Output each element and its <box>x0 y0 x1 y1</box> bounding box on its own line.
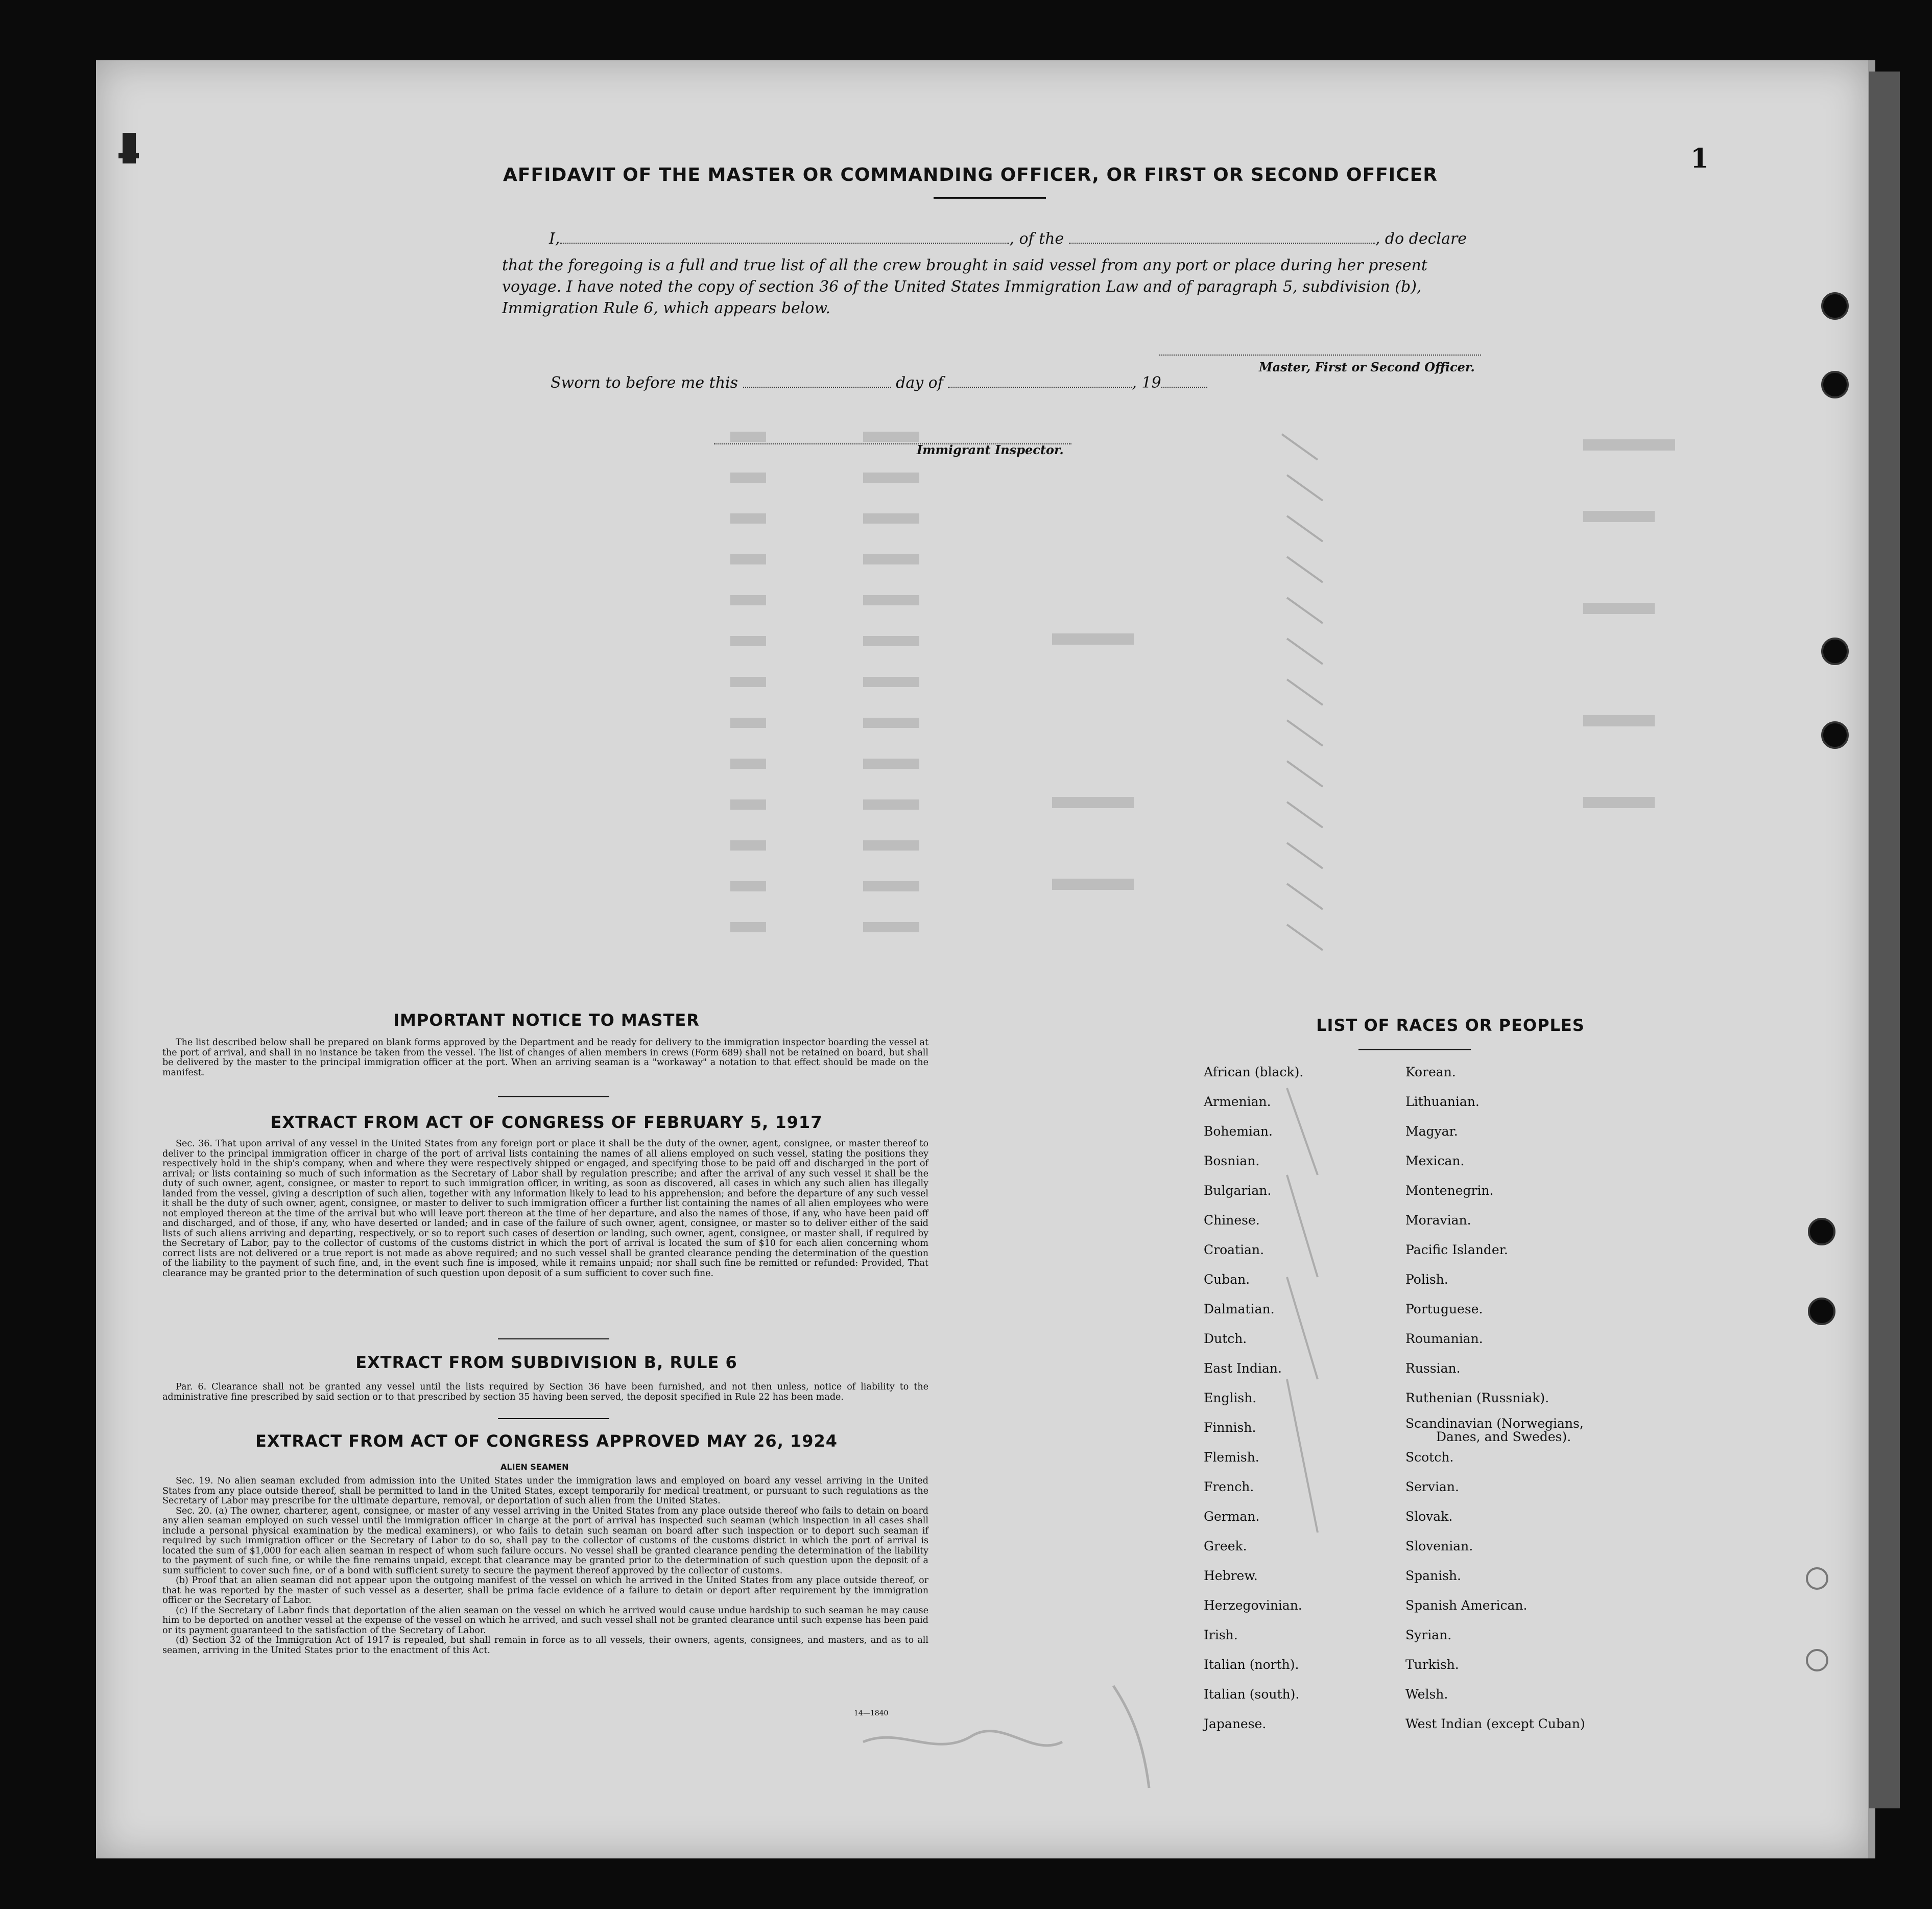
divider <box>498 1418 609 1419</box>
race-item: Russian. <box>1405 1361 1461 1376</box>
form-number: 14—1840 <box>854 1709 889 1717</box>
race-item: Servian. <box>1405 1479 1459 1494</box>
race-item: Cuban. <box>1204 1272 1250 1287</box>
race-item: Magyar. <box>1405 1124 1458 1139</box>
notice-text: The list described below shall be prepared on blank forms approved by the Department and be ready for delivery to the immigration inspector boarding the vessel at the port of arrival, and shall in no instance be taken from the vessel. The list of changes of alien members in crews (Form 689) shall not be retained on board, but shall be delivered by the master to the principal immigration officer at the port. When an arriving seaman is a "workaway" a notation to that effect should be made on the manifest. <box>162 1038 928 1078</box>
race-item: Hebrew. <box>1204 1568 1258 1583</box>
notice-title: IMPORTANT NOTICE TO MASTER <box>393 1010 700 1030</box>
page-edge-strip <box>1869 72 1900 1808</box>
race-item: Polish. <box>1405 1272 1448 1287</box>
race-item: Mexican. <box>1405 1153 1465 1168</box>
punch-hole <box>1808 1298 1835 1325</box>
extract-1917-title: EXTRACT FROM ACT OF CONGRESS OF FEBRUARY 5, 1917 <box>270 1113 823 1132</box>
race-item: Roumanian. <box>1405 1331 1483 1346</box>
races-title: LIST OF RACES OR PEOPLES <box>1316 1016 1585 1035</box>
punch-hole <box>1806 1649 1828 1671</box>
race-item: Dutch. <box>1204 1331 1247 1346</box>
race-item: German. <box>1204 1509 1260 1524</box>
race-item: Lithuanian. <box>1405 1094 1480 1109</box>
race-item: English. <box>1204 1390 1257 1405</box>
race-item: Moravian. <box>1405 1213 1471 1228</box>
punch-hole <box>1806 1567 1828 1590</box>
affidavit-title: AFFIDAVIT OF THE MASTER OR COMMANDING OFFICER, OR FIRST OR SECOND OFFICER <box>503 164 1438 185</box>
corner-mark: 1 <box>1690 143 1709 174</box>
punch-hole <box>1821 371 1849 398</box>
divider <box>498 1338 609 1339</box>
extract-1917-text: Sec. 36. That upon arrival of any vessel in the United States from any foreign port or place it shall be the duty of the owner, agent, consignee, or master thereof to deliver to the principal immigration officer in charge of the port of arrival lists containing the names of all aliens employed on such vessel, stating the positions they respectively hold in the ship's company, when and where they were respectively shipped or engaged, and specifying those to be paid off and discharged in the port of arrival; or lists containing so much of such information as the Secretary of Labor shall by regulation prescribe; and after the arrival of any such vessel it shall be the duty of such owner, agent, consignee, or master to report to such immigration officer, in writing, as soon as discovered, all cases in which any such alien has illegally landed from the vessel, giving a description of such alien, together with any information likely to lead to his apprehension; and before the departure of any such vessel it shall be the duty of such owner, agent, consignee, or master to deliver to such immigration officer a further list containing the names of all alien employees who were not employed thereon at the time of the arrival but who will leave port thereon at the time of her departure, and also the names of those, if any, who have been paid off and discharged, and of those, if any, who have deserted or landed; and in case of the failure of such owner, agent, consignee, or master so to deliver either of the said lists of such aliens arriving and departing, respectively, or so to report such cases of desertion or landing, such owner, agent, consignee, or master shall, if required by the Secretary of Labor, pay to the collector of customs of the customs district in which the port of arrival is located the sum of $10 for each alien concerning whom correct lists are not delivered or a true report is not made as above required; and no such vessel shall be granted clearance pending the determination of the question of the liability to the payment of such fine, and, in the event such fine is imposed, while it remains unpaid; nor shall such fine be remitted or refunded: Provided, That clearance may be granted prior to the determination of such question upon deposit of a sum sufficient to cover such fine. <box>162 1139 928 1279</box>
race-item: West Indian (except Cuban) <box>1405 1716 1585 1731</box>
race-item: Scotch. <box>1405 1450 1454 1465</box>
race-item: Spanish. <box>1405 1568 1462 1583</box>
divider <box>1358 1049 1471 1050</box>
divider <box>934 197 1046 199</box>
race-item: Croatian. <box>1204 1242 1265 1257</box>
race-item: Finnish. <box>1204 1420 1256 1435</box>
race-item: Japanese. <box>1204 1716 1267 1731</box>
race-item: Italian (south). <box>1204 1687 1300 1702</box>
race-item: Herzegovinian. <box>1204 1598 1302 1613</box>
affidavit-line-3: voyage. I have noted the copy of section 36 of the United States Immigration Law and of paragraph 5, subdivision (b), <box>502 278 1422 296</box>
extract-rule6-title: EXTRACT FROM SUBDIVISION B, RULE 6 <box>355 1353 737 1372</box>
inspector-caption: Immigrant Inspector. <box>917 442 1064 457</box>
extract-rule6-text: Par. 6. Clearance shall not be granted any vessel until the lists required by Section 36 have been furnished, and not then unless, notice of liability to the administrative fine prescribed by said section or to that prescribed by section 35 having been served, the deposit specified in Rule 22 has been made. <box>162 1382 928 1402</box>
affidavit-line-4: Immigration Rule 6, which appears below. <box>502 299 831 317</box>
punch-hole <box>1821 638 1849 665</box>
race-item: Irish. <box>1204 1628 1238 1642</box>
race-item: East Indian. <box>1204 1361 1282 1376</box>
race-item: Montenegrin. <box>1405 1183 1494 1198</box>
punch-hole <box>1808 1218 1835 1245</box>
race-item: Welsh. <box>1405 1687 1448 1702</box>
punch-hole <box>1821 292 1849 320</box>
race-item: Bosnian. <box>1204 1153 1260 1168</box>
divider <box>498 1096 609 1097</box>
race-item: African (black). <box>1204 1065 1304 1079</box>
extract-1924-title: EXTRACT FROM ACT OF CONGRESS APPROVED MAY 26, 1924 <box>255 1431 838 1451</box>
race-item: Armenian. <box>1204 1094 1271 1109</box>
race-item: Danes, and Swedes). <box>1436 1429 1571 1444</box>
race-item: Scandinavian (Norwegians, <box>1405 1416 1584 1431</box>
race-item: Italian (north). <box>1204 1657 1299 1672</box>
race-item: Chinese. <box>1204 1213 1260 1228</box>
race-item: Spanish American. <box>1405 1598 1528 1613</box>
master-signature-line <box>1159 355 1481 356</box>
race-item: Bohemian. <box>1204 1124 1273 1139</box>
race-item: Dalmatian. <box>1204 1302 1275 1316</box>
race-item: Greek. <box>1204 1539 1247 1553</box>
punch-hole <box>1821 721 1849 749</box>
extract-1924-text: Sec. 19. No alien seaman excluded from admission into the United States under the immigration laws and employed on board any vessel arriving in the United States from any place outside thereof, shall be permitted to land in the United States, except temporarily for medical treatment, or pursuant to such regulations as the Secretary of Labor may prescribe for the ultimate departure, removal, or deportation of such alien from the United States. Sec. 20. (a) The owner, charterer, agent, consignee, or master of any vessel arriving in the United States from any place outside thereof who fails to detain on board any alien seaman employed on such vessel until the immigration officer in charge at the port of arrival has inspected such seaman (which inspection in all cases shall include a personal physical examination by the medical examiners), or who fails to detain such seaman on board after such inspection or to deport such seaman if required by such immigration officer or the Secretary of Labor to do so, shall pay to the collector of customs of the customs district in which the port of arrival is located the sum of $1,000 for each alien seaman in respect of whom such failure occurs. No vessel shall be granted clearance pending the determination of the liability to the payment of such fine, or while the fine remains unpaid, except that clearance may be granted prior to the determination of such question upon the deposit of a sum sufficient to cover such fine, or of a bond with sufficient surety to secure the payment thereof approved by the collector of customs. (b) Proof that an alien seaman did not appear upon the outgoing manifest of the vessel on which he arrived in the United States from any place outside thereof, or that he was reported by the master of such vessel as a deserter, shall be prima facie evidence of a failure to detain or deport after requirement by the immigration officer or the Secretary of Labor. (c) If the Secretary of Labor finds that deportation of the alien seaman on the vessel on which he arrived would cause undue hardship to such seaman he may cause him to be deported on another vessel at the expense of the vessel on which he arrived, and such vessel shall not be granted clearance until such expense has been paid or its payment guaranteed to the satisfaction of the Secretary of Labor. (d) Section 32 of the Immigration Act of 1917 is repealed, but shall remain in force as to all vessels, their owners, agents, consignees, and masters, and as to all seamen, arriving in the United States prior to the enactment of this Act. <box>162 1476 928 1656</box>
race-item: Bulgarian. <box>1204 1183 1272 1198</box>
race-item: Portuguese. <box>1405 1302 1483 1316</box>
race-item: Korean. <box>1405 1065 1456 1079</box>
race-item: Turkish. <box>1405 1657 1459 1672</box>
race-item: Slovenian. <box>1405 1539 1473 1553</box>
sworn-line: Sworn to before me this day of , 19 <box>551 373 1207 393</box>
extract-1924-subtitle: ALIEN SEAMEN <box>500 1462 569 1472</box>
race-item: Flemish. <box>1204 1450 1259 1465</box>
race-item: Ruthenian (Russniak). <box>1405 1390 1549 1405</box>
master-caption: Master, First or Second Officer. <box>1259 360 1475 374</box>
race-item: French. <box>1204 1479 1254 1494</box>
race-item: Pacific Islander. <box>1405 1242 1508 1257</box>
affidavit-line-2: that the foregoing is a full and true list of all the crew brought in said vessel from any port or place during her present <box>502 256 1427 274</box>
race-item: Slovak. <box>1405 1509 1453 1524</box>
race-item: Syrian. <box>1405 1628 1452 1642</box>
affidavit-line-1: I, , of the , do declare <box>549 230 1467 248</box>
